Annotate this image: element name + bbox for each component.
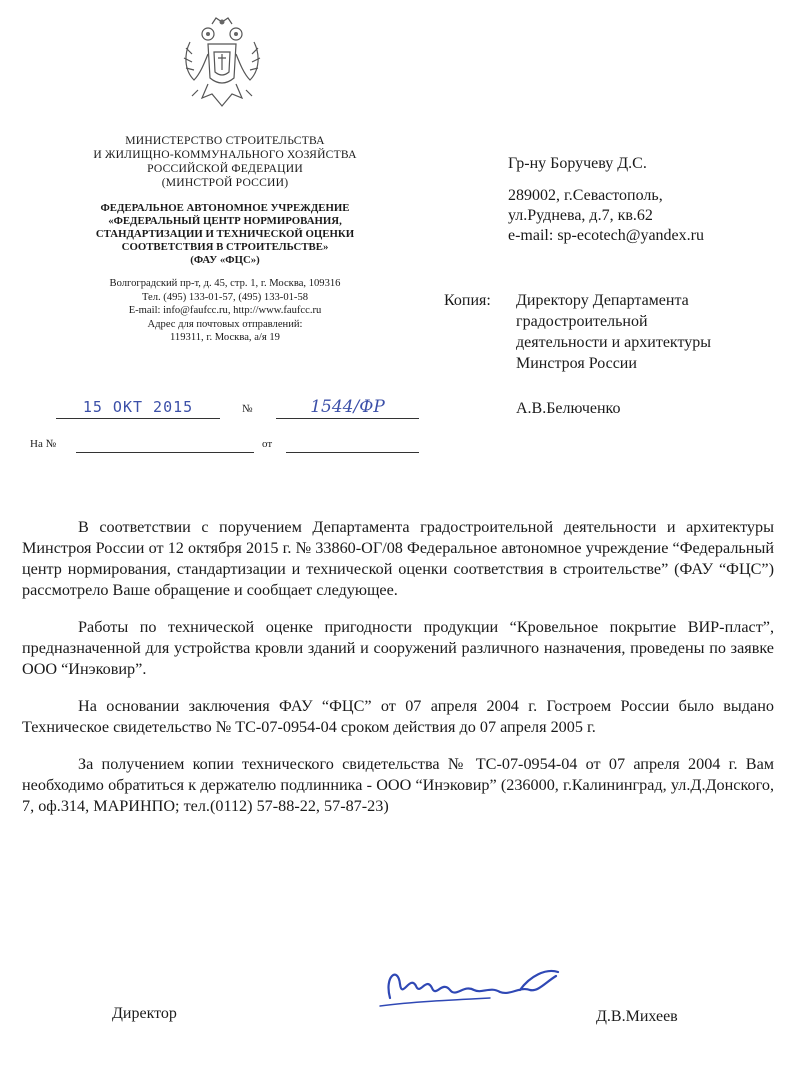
institution-name: ФЕДЕРАЛЬНОЕ АВТОНОМНОЕ УЧРЕЖДЕНИЕ «ФЕДЕРАЛЬНЫЙ ЦЕНТР НОРМИРОВАНИЯ, СТАНДАРТИЗАЦИИ И ТЕХНИЧЕСКОЙ ОЦЕНКИ СООТВЕТСТВИЯ В СТРОИТЕЛЬСТВЕ» (ФАУ «ФЦС») (95, 202, 355, 266)
copy-recipient-name: А.В.Белюченко (516, 400, 621, 417)
ministry-name: МИНИСТЕРСТВО СТРОИТЕЛЬСТВА И ЖИЛИЩНО-КОММУНАЛЬНОГО ХОЗЯЙСТВА РОССИЙСКОЙ ФЕДЕРАЦИИ (МИНСТРОЙ РОССИИ) (93, 134, 357, 189)
reference-line (30, 436, 410, 456)
recipient-block (508, 154, 778, 246)
reference-label: На № (30, 438, 57, 450)
reference-date-label: от (262, 438, 273, 450)
registration-number-label: № (242, 403, 253, 415)
signatory-title: Директор (112, 1005, 177, 1022)
handwritten-signature (370, 956, 580, 1016)
reference-date-field (286, 436, 419, 453)
recipient-name: Гр-ну Боручеву Д.С. (508, 155, 647, 172)
recipient-address: 289002, г.Севастополь, ул.Руднева, д.7, кв.62 e-mail: sp-ecotech@yandex.ru (508, 186, 778, 246)
coat-of-arms-emblem (178, 14, 266, 114)
signatory-name: Д.В.Михеев (596, 1008, 678, 1025)
body-paragraph: На основании заключения ФАУ “ФЦС” от 07 апреля 2004 г. Гостроем России было выдано Техническое свидетельство № ТС-07-0954-04 сроком действия до 07 апреля 2005 г. (22, 697, 774, 736)
body-paragraph: За получением копии технического свидетельства № ТС-07-0954-04 от 07 апреля 2004 г. Вам необходимо обратиться к держателю подлинника - ООО “Инэковир” (236000, г.Калининград, ул.Д.Донского, 7, оф.314, МАРИНПО; тел.(0112) 57-88-22, 57-87-23) (22, 755, 774, 815)
reference-number-field (76, 436, 254, 453)
registration-line (30, 396, 410, 422)
copy-label: Копия: (444, 292, 491, 309)
sender-header (40, 134, 410, 345)
registration-number: 1544/ФР (276, 396, 419, 419)
sender-contacts: Волгоградский пр-т, д. 45, стр. 1, г. Москва, 109316 Тел. (495) 133-01-57, (495) 133-01-58 E-mail: info@faufcc.ru, http://www.faufcc.ru Адрес для почтовых отправлений: 119311, г. Москва, а/я 19 (109, 278, 341, 343)
body-paragraph: Работы по технической оценке пригодности продукции “Кровельное покрытие ВИР-пласт”, предназначенной для устройства кровли зданий и сооружений различного назначения, проведены по заявке ООО “Инэковир”. (22, 618, 774, 678)
copy-recipient-title: Директору Департамента градостроительной деятельности и архитектуры Минстроя России (516, 292, 712, 372)
letter-body (22, 517, 774, 833)
recipient-email: e-mail: sp-ecotech@yandex.ru (508, 227, 704, 244)
body-paragraph: В соответствии с поручением Департамента градостроительной деятельности и архитектуры Минстроя России от 12 октября 2015 г. № 33860-ОГ/08 Федеральное автономное учреждение “Федеральный центр нормирования, стандартизации и технической оценки соответствия в строительстве” (ФАУ “ФЦС”) рассмотрело Ваше обращение и сообщает следующее. (22, 518, 774, 599)
registration-date-stamp: 15 ОКТ 2015 (56, 396, 220, 419)
